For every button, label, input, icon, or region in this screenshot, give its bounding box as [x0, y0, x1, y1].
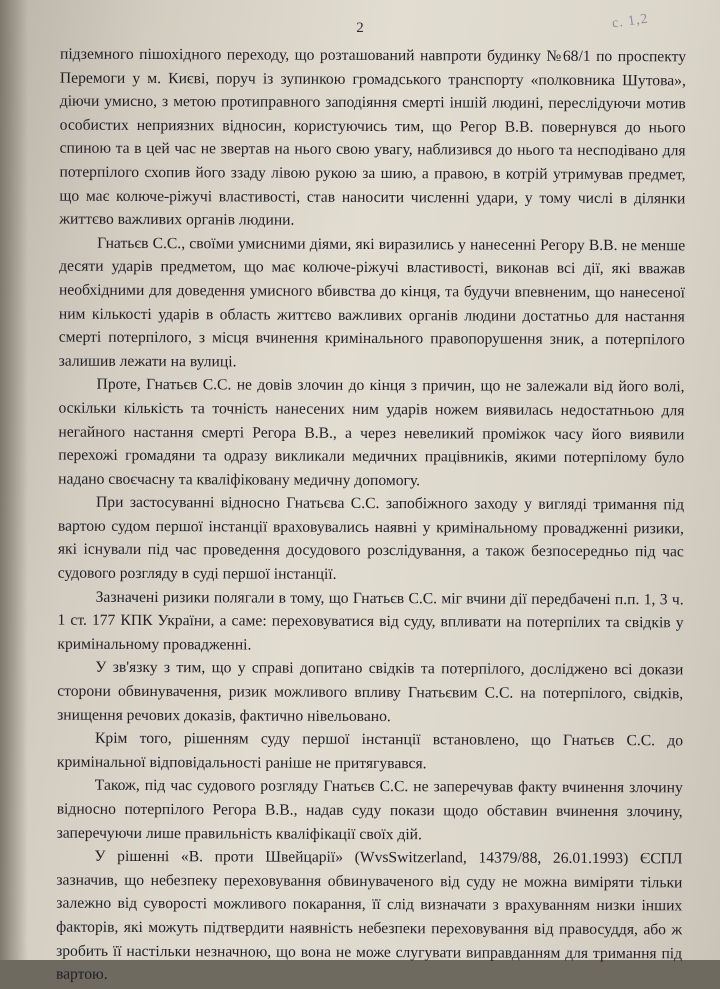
- paragraph: Гнатьєв С.С., своїми умисними діями, які виразились у нанесенні Регору В.В. не менше десяти ударів предметом, що має колюче-ріжучі властивості, виконав всі дії, які вважав необхідними для доведення умисного вбивства до кінця, та будучи впевненим, що нанесеної ним кількості ударів в область життєво важливих органів людини достатньо для настання смерті потерпілого, з місця вчинення кримінального правопорушення зник, а потерпілого залишив лежати на вулиці.: [58, 234, 686, 371]
- paragraph-continuation: підземного пішохідного переходу, що розташований навпроти будинку №68/1 по проспекту Перемоги у м. Києві, поруч із зупинкою громадського транспорту «полковника Шутова», діючи умисно, з метою протиправного заподіяння смерті іншій людині, переслідуючи мотив особистих неприязних відносин, користуючись тим, що Регор В.В. повернувся до нього спиною та в цей час не звертав на нього свою увагу, наблизився до нього та несподівано для потерпілого схопив його ззаду лівою рукою за шию, а правою, в котрій утримував предмет, що має колюче-ріжучі властивості, став наносити численні удари, у тому числі в ділянки життєво важливих органів людини.: [59, 45, 687, 229]
- paragraph: Крім того, рішенням суду першої інстанції встановлено, що Гнатьєв С.С. до кримінальної відповідальності раніше не притягувався.: [56, 730, 684, 773]
- paragraph: Також, під час судового розгляду Гнатьєв С.С. не заперечував факту вчинення злочину відносно потерпілого Регора В.В., надав суду покази щодо обставин вчинення злочину, заперечуючи лише правильність кваліфікації своїх дій.: [56, 777, 683, 843]
- paragraph: При застосуванні відносно Гнатьєва С.С. запобіжного заходу у вигляді тримання під вартою судом першої інстанції враховувались наявні у кримінальному провадженні ризики, які існували під час проведення досудового розслідування, а також безпосередньо під час судового розгляду в суді першої інстанції.: [57, 494, 685, 583]
- page-number: 2: [356, 20, 364, 36]
- page-edge-shadow: [0, 0, 28, 960]
- paragraph: У рішенні «В. проти Швейцарії» (WvsSwitzerland, 14379/88, 26.01.1993) ЄСПЛ зазначив, що небезпеку переховування обвинуваченого від суду не можна виміряти тільки залежно від суворості можливого покарання, її слід визначати з врахуванням низки інших факторів, які можуть підтвердити наявність небезпеки переховування від правосуддя, або ж зробить її настільки незначною, що вона не може слугувати виправданням для тримання під вартою.: [55, 847, 683, 984]
- paragraph: У зв'язку з тим, що у справі допитано свідків та потерпілого, досліджено всі докази сторони обвинувачення, ризик можливого впливу Гнатьєвим С.С. на потерпілого, свідків, знищення речових доказів, фактично нівельовано.: [57, 659, 684, 725]
- paragraph: Проте, Гнатьєв С.С. не довів злочин до кінця з причин, що не залежали від його волі, оскільки кількість та точність нанесених ним ударів ножем виявилась недостатньою для негайного настання смерті Регора В.В., а через невеликий проміжок часу його виявили перехожі громадяни та одразу викликали медичних працівників, якими потерпілому було надано своєчасну та кваліфіковану медичну допомогу.: [58, 376, 685, 489]
- document-body: [56, 43, 686, 989]
- paragraph: Зазначені ризики полягали в тому, що Гнатьєв С.С. міг вчини дії передбачені п.п. 1, 3 ч. 1 ст. 177 КПК України, а саме: переховуватися від суду, впливати на потерпілих та свідків у кримінальному провадженні.: [57, 588, 684, 654]
- handwritten-corner-mark: с. 1,2: [611, 11, 650, 32]
